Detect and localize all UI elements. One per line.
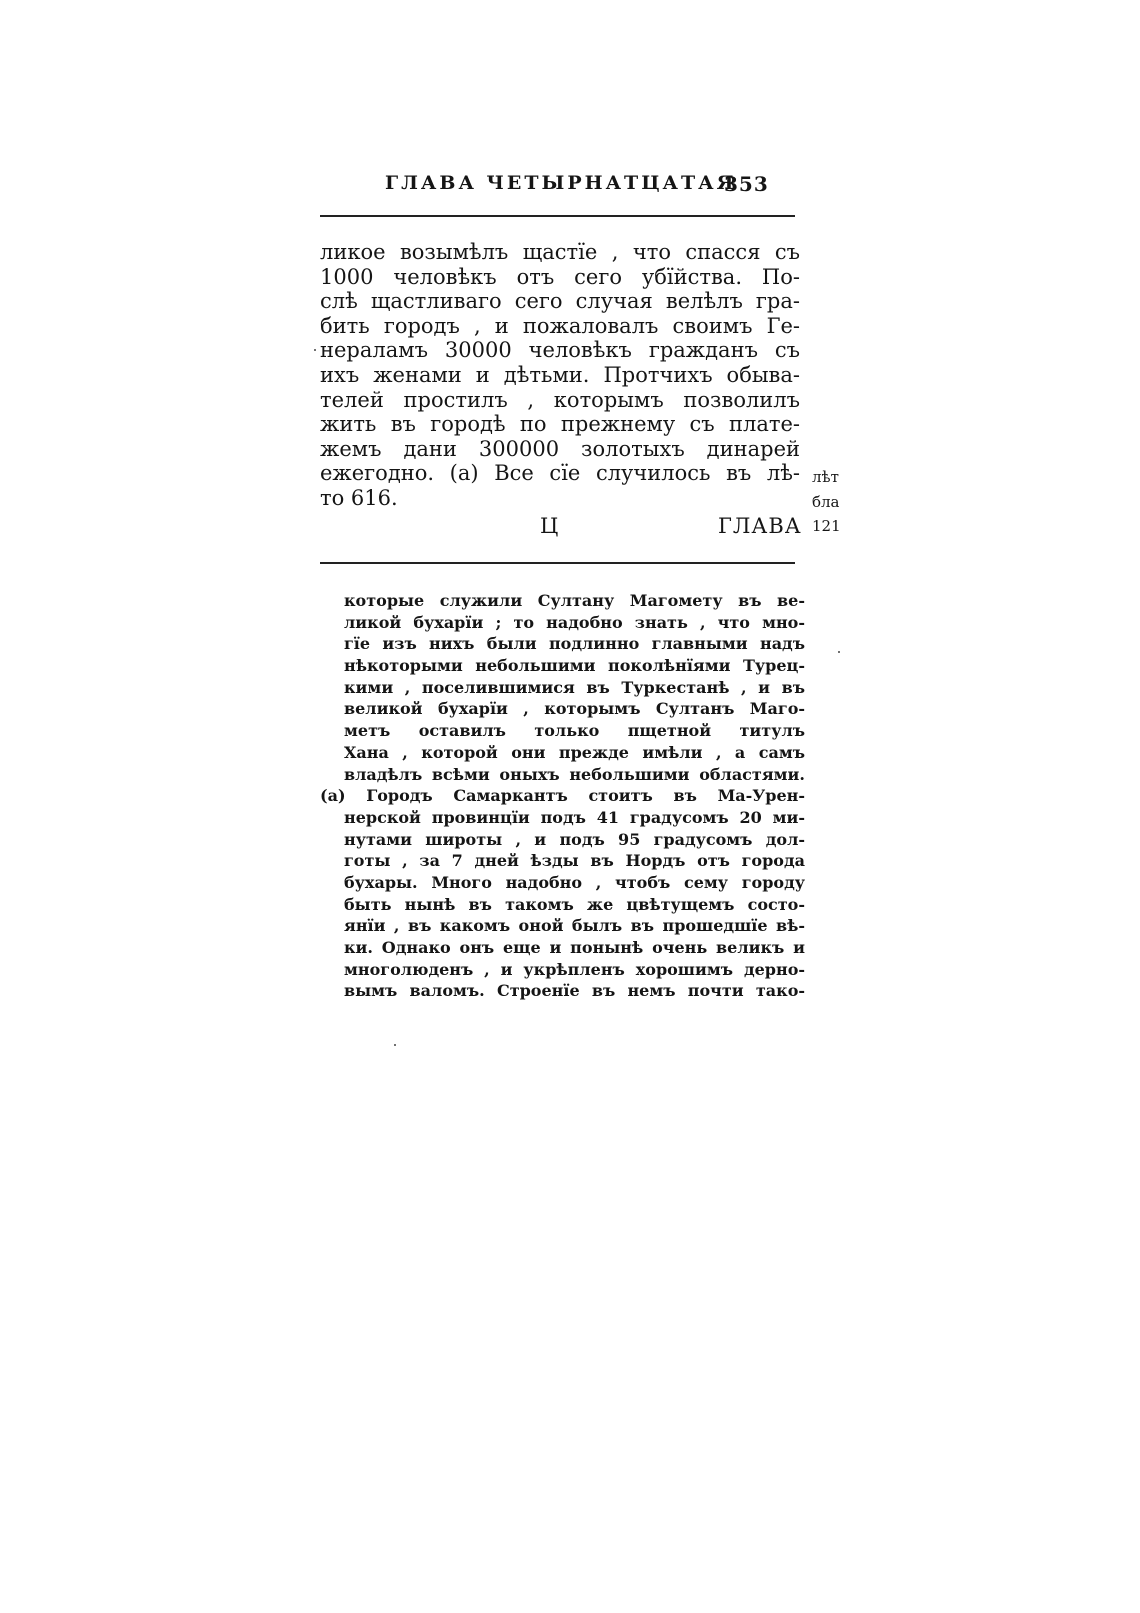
margin-note-line: 121: [812, 517, 841, 536]
margin-note-line: лѣт: [812, 468, 839, 486]
main-text-line: ихъ женами и дѣтьми. Протчихъ обыва-: [320, 362, 800, 387]
page-number: 353: [724, 172, 769, 196]
footnote-line: готы , за 7 дней ѣзды въ Нордъ отъ города: [344, 851, 805, 871]
main-text-line: ликое возымѣлъ щастїе , что спасся съ: [320, 240, 800, 264]
catchword: ГЛАВА: [718, 514, 802, 538]
main-text-line: нераламъ 30000 человѣкъ гражданъ съ: [320, 338, 800, 363]
margin-note: [812, 465, 842, 539]
main-text-line: 1000 человѣкъ отъ сего убїйства. По-: [320, 264, 800, 289]
footnote-line: янїи , въ какомъ оной былъ въ прошедшїе вѣ-: [344, 916, 805, 936]
signature-mark: Ц: [540, 514, 559, 538]
footnote-line: нерской провинцїи подъ 41 градусомъ 20 ми-: [344, 807, 805, 827]
main-text-line: бить городъ , и пожаловалъ своимъ Ге-: [320, 313, 800, 338]
footnote-line: вымъ валомъ. Строенїе въ немъ почти тако-: [344, 981, 805, 1001]
ink-speck: [314, 349, 316, 351]
header-rule: [320, 215, 795, 217]
footnote-line: (a) Городъ Самаркантъ стоитъ въ Ма-Урен-: [320, 786, 805, 806]
main-text-line: жить въ городѣ по прежнему съ плате-: [320, 412, 800, 437]
footnote-line: многолюденъ , и укрѣпленъ хорошимъ дерно-: [344, 959, 805, 979]
main-text-block: [320, 240, 800, 511]
ink-speck: [838, 651, 840, 653]
footnote-line: гїе изъ нихъ были подлинно главными надъ: [344, 634, 805, 654]
footnote-line: владѣлъ всѣми оныхъ небольшими областями.: [344, 764, 805, 784]
footnote-line: бухары. Много надобно , чтобъ сему городу: [344, 872, 805, 892]
footnote-rule: [320, 562, 795, 564]
footnote-line: метъ оставилъ только пщетной титулъ: [344, 721, 805, 741]
ink-speck: [394, 1044, 396, 1046]
main-text-line: то 616.: [320, 485, 398, 510]
running-head: [385, 172, 795, 202]
footnote-line: ликой бухарїи ; то надобно знать , что мно-: [344, 612, 805, 632]
main-text-line: жемъ дани 300000 золотыхъ динарей: [320, 436, 800, 461]
margin-note-line: бла: [812, 492, 840, 511]
main-text-line: слѣ щастливаго сего случая велѣлъ гра-: [320, 289, 800, 314]
footnote-line: великой бухарїи , которымъ Султанъ Маго-: [344, 699, 805, 719]
footnote-line: ки. Однако онъ еще и понынѣ очень великъ и: [344, 938, 805, 957]
footnote-line: нѣкоторыми небольшими поколѣнїями Турец-: [344, 656, 805, 676]
chapter-title: ГЛАВА ЧЕТЫРНАТЦАТАЯ: [385, 172, 737, 194]
footnote-line: быть нынѣ въ такомъ же цвѣтущемъ состо-: [344, 894, 805, 914]
footnote-block: [320, 590, 805, 1002]
footnote-line: нутами широты , и подъ 95 градусомъ дол-: [344, 829, 805, 849]
main-text-line: ежегодно. (a) Все сїе случилось въ лѣ-: [320, 461, 800, 486]
footnote-line: которые служили Султану Магомету въ ве-: [344, 591, 805, 610]
footnote-line: кими , поселившимися въ Туркестанѣ , и въ: [344, 677, 805, 697]
footnote-line: Хана , которой они прежде имѣли , а самъ: [344, 742, 805, 762]
main-text-line: телей простилъ , которымъ позволилъ: [320, 387, 800, 412]
